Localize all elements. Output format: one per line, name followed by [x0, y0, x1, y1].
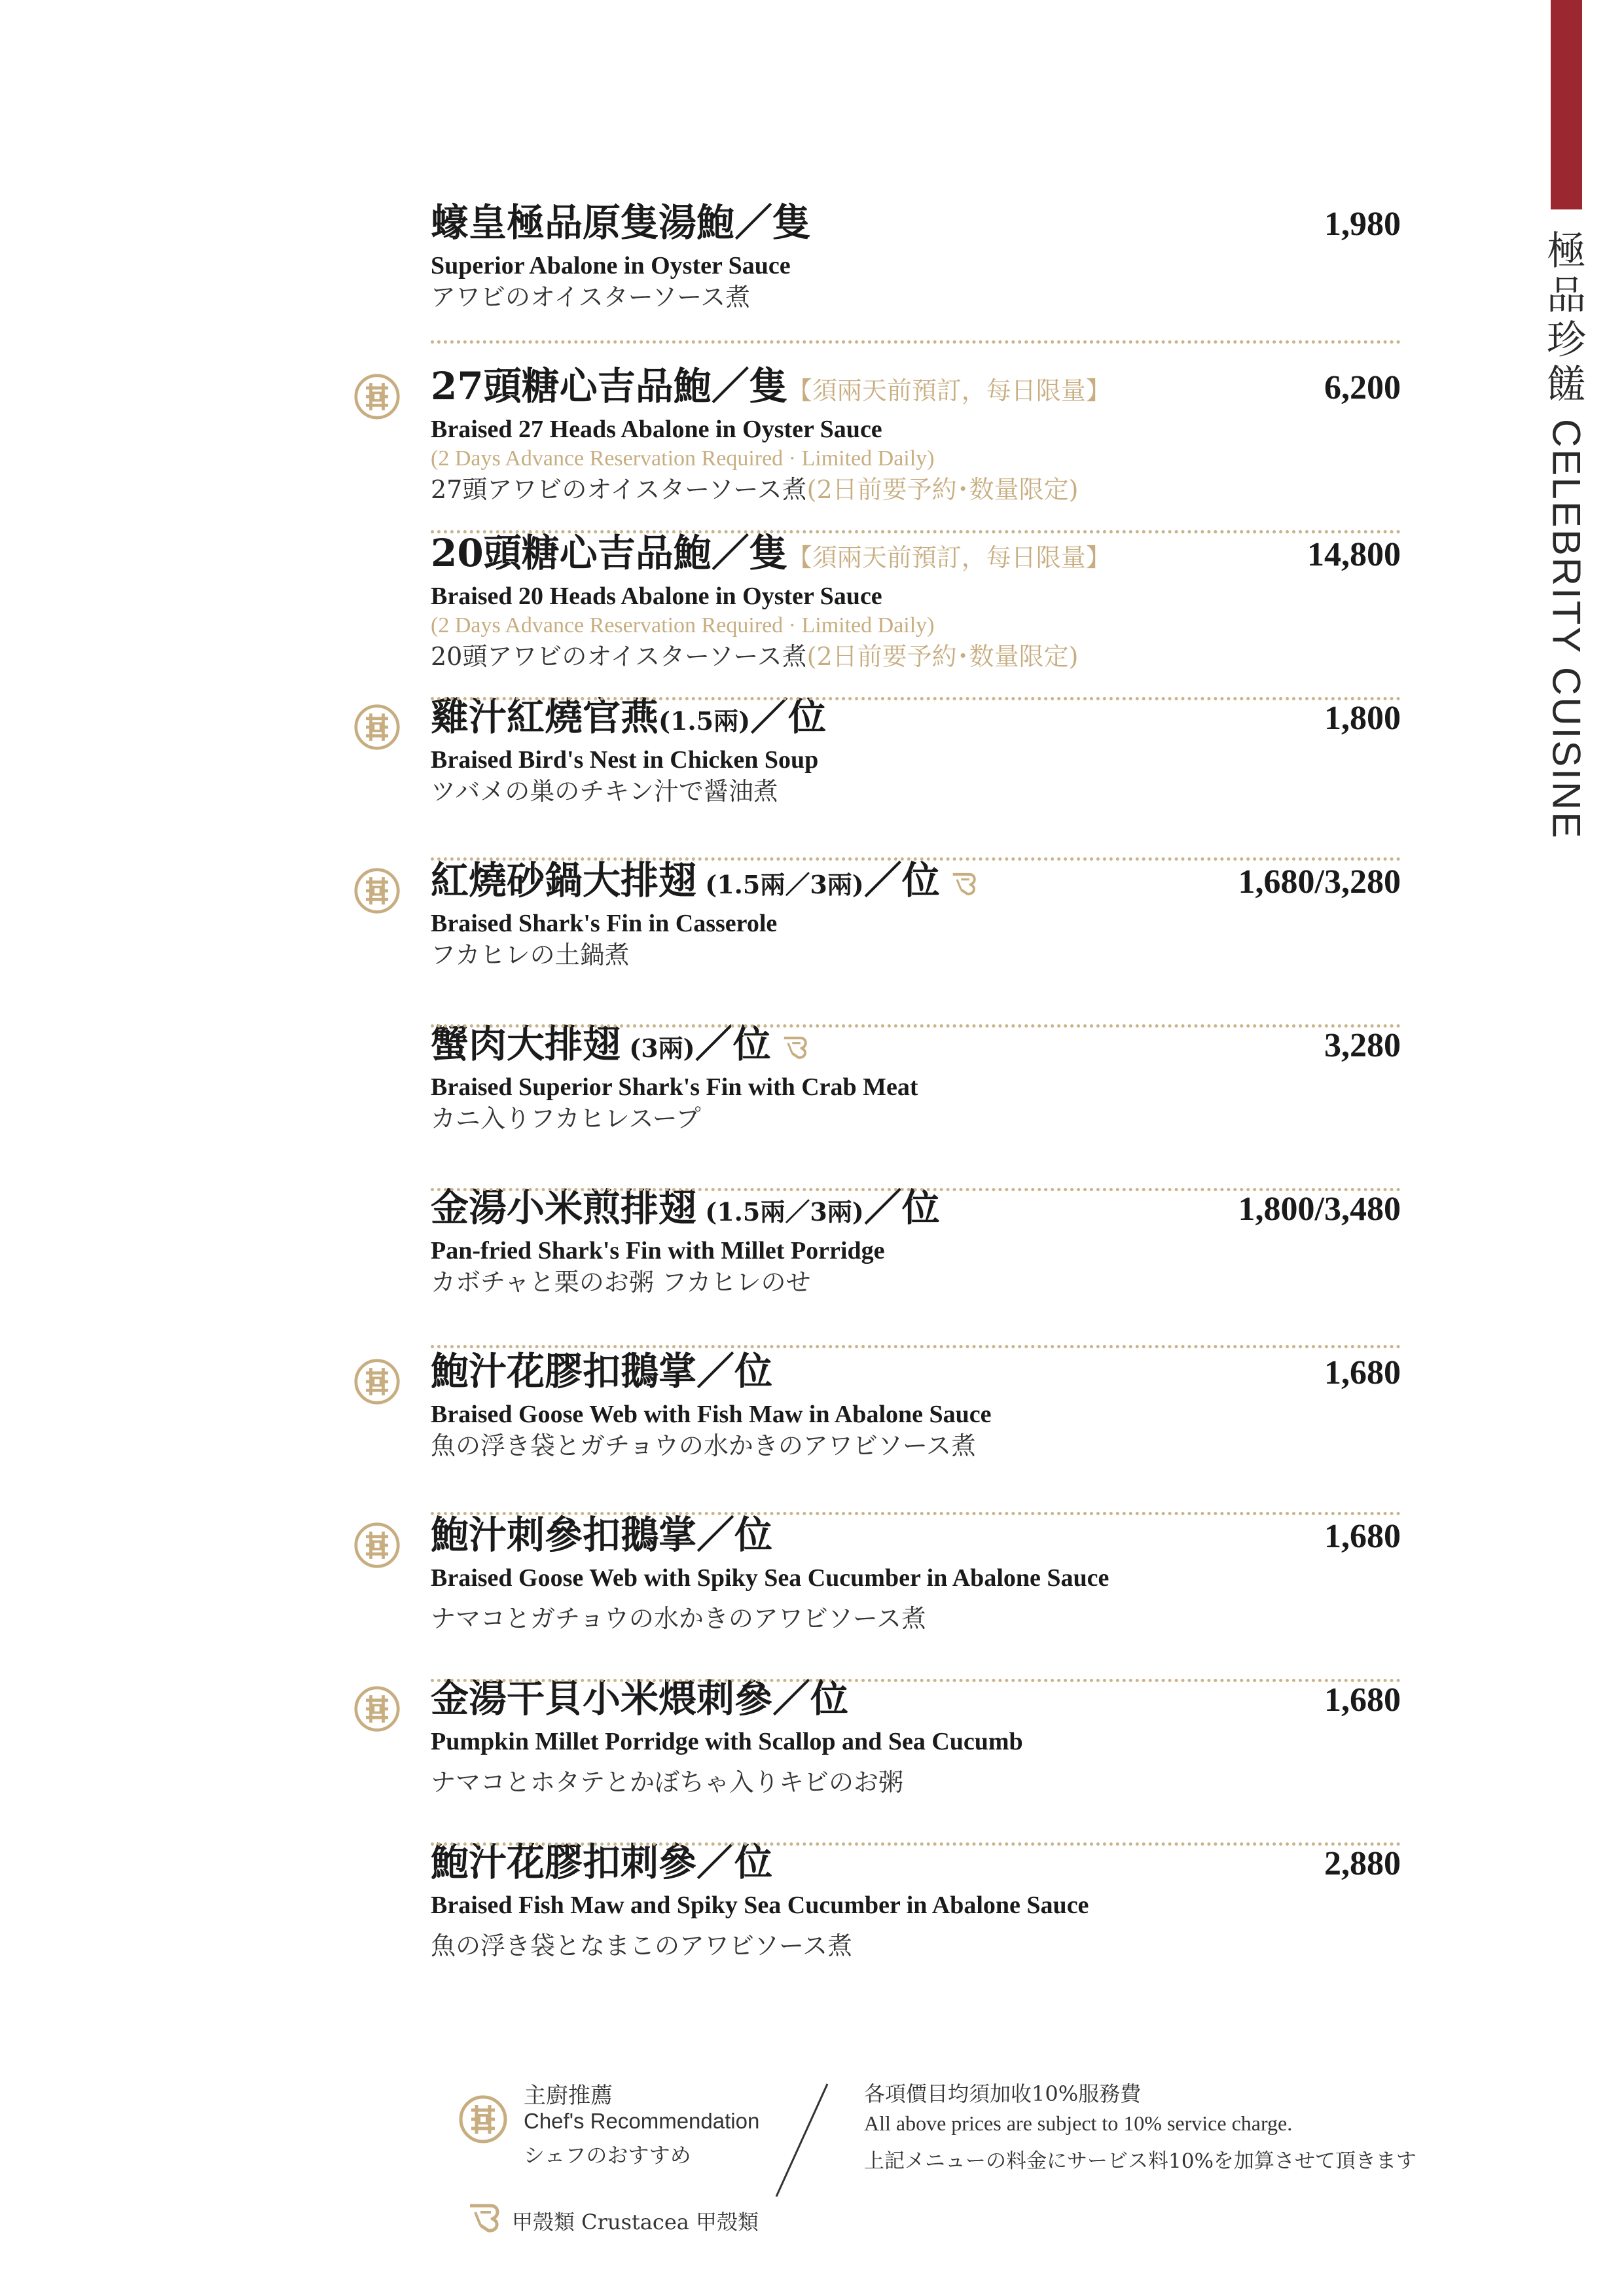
section-title [1532, 229, 1601, 844]
legend-service-en: All above prices are subject to 10% service charge. [864, 2111, 1293, 2135]
legend-separator [772, 2081, 831, 2199]
item-name-ja: 20頭アワビのオイスターソース煮(2日前要予約･数量限定) [431, 642, 1079, 671]
item-divider [431, 340, 1401, 344]
chef-recommendation-icon [458, 2094, 508, 2144]
item-name-en: Braised Shark's Fin in Casserole [431, 910, 778, 937]
item-name-en: Braised 27 Heads Abalone in Oyster Sauce [431, 416, 882, 443]
chef-recommendation-icon [353, 867, 401, 914]
item-name-ja: フカヒレの土鍋煮 [431, 941, 630, 969]
item-portion: (1.5兩／3兩) [696, 870, 864, 899]
item-unit: ／位 [772, 1676, 849, 1721]
item-price: 1,680 [1324, 1518, 1401, 1555]
crustacea-icon [466, 2199, 503, 2236]
item-name-ja: ナマコとガチョウの水かきのアワビソース煮 [431, 1604, 926, 1633]
section-accent-bar [1551, 0, 1582, 209]
chef-recommendation-icon [353, 704, 401, 751]
item-name-ja: ナマコとホタテとかぼちゃ入りキビのお粥 [431, 1768, 904, 1797]
item-advance-note: 【須兩天前預訂，每日限量】 [787, 543, 1111, 572]
item-name-ja: ツバメの巣のチキン汁で醤油煮 [431, 777, 778, 806]
item-unit: ／隻 [711, 364, 787, 408]
legend-chef-ja: シェフのおすすめ [524, 2143, 691, 2168]
item-unit: ／位 [696, 1349, 773, 1393]
crustacea-icon [949, 869, 979, 898]
item-name-zh: 蟹肉大排翅 (3兩)／位 [431, 1018, 810, 1075]
item-name-en: Braised Goose Web with Spiky Sea Cucumber in Abalone Sauce [431, 1564, 1110, 1592]
chef-recommendation-icon [353, 1358, 401, 1405]
item-portion: (3兩) [621, 1033, 695, 1063]
item-name-ja: アワビのオイスターソース煮 [431, 283, 751, 312]
item-divider [431, 1512, 1401, 1515]
legend-crustacea: 甲殼類 Crustacea 甲殻類 [512, 2210, 759, 2234]
item-price: 3,280 [1324, 1027, 1401, 1064]
crustacea-icon [780, 1033, 810, 1062]
item-advance-note: 【須兩天前預訂，每日限量】 [787, 376, 1111, 405]
item-divider [431, 857, 1401, 861]
item-name-zh: 金湯小米煎排翅 (1.5兩／3兩)／位 [431, 1185, 940, 1230]
item-name-zh: 紅燒砂鍋大排翅 (1.5兩／3兩)／位 [431, 854, 979, 911]
item-unit: ／位 [863, 858, 940, 903]
item-note-en: (2 Days Advance Reservation Required · Limited Daily) [431, 613, 935, 637]
item-name-zh: 雞汁紅燒官燕(1.5兩)／位 [431, 694, 827, 739]
item-name-zh: 蠔皇極品原隻湯鮑／隻 [431, 200, 811, 245]
item-name-zh: 金湯干貝小米煨刺參／位 [431, 1676, 849, 1721]
item-portion: (1.5兩／3兩) [696, 1197, 864, 1227]
item-price: 1,800 [1324, 700, 1401, 737]
chef-recommendation-icon [353, 373, 401, 420]
item-name-zh: 鮑汁花膠扣鵝掌／位 [431, 1349, 773, 1393]
item-name-zh: 鮑汁花膠扣刺參／位 [431, 1840, 773, 1884]
item-name-zh: 鮑汁刺參扣鵝掌／位 [431, 1513, 773, 1557]
item-divider [431, 1188, 1401, 1191]
section-title-en: CELEBRITY CUISINE [1544, 419, 1589, 840]
item-divider [431, 1024, 1401, 1028]
legend [458, 2068, 1416, 2258]
item-note-ja: (2日前要予約･数量限定) [806, 642, 1079, 671]
item-divider [431, 1842, 1401, 1846]
chef-recommendation-icon [353, 1685, 401, 1732]
chef-recommendation-icon [353, 1522, 401, 1569]
item-unit: ／位 [696, 1513, 773, 1557]
item-note-en: (2 Days Advance Reservation Required · Limited Daily) [431, 446, 935, 471]
item-price: 6,200 [1324, 369, 1401, 406]
item-name-ja: 魚の浮き袋とガチョウの水かきのアワビソース煮 [431, 1431, 976, 1460]
item-unit: ／隻 [711, 531, 787, 575]
item-unit: ／位 [863, 1185, 940, 1230]
item-divider [431, 1345, 1401, 1348]
item-unit: ／位 [696, 1840, 773, 1884]
item-unit: ／位 [750, 694, 827, 739]
item-name-zh: 27頭糖心吉品鮑／隻【須兩天前預訂，每日限量】 [431, 364, 1111, 408]
item-name-zh: 20頭糖心吉品鮑／隻【須兩天前預訂，每日限量】 [431, 531, 1111, 575]
legend-service-ja: 上記メニューの料金にサービス料10%を加算させて頂きます [864, 2149, 1416, 2173]
item-name-en: Braised Superior Shark's Fin with Crab Meat [431, 1073, 918, 1101]
item-unit: ／位 [695, 1022, 771, 1066]
item-divider [431, 697, 1401, 700]
item-name-ja: カボチャと栗のお粥 フカヒレのせ [431, 1268, 811, 1297]
item-name-en: Pan-fried Shark's Fin with Millet Porridge [431, 1237, 885, 1265]
legend-chef-en: Chef's Recommendation [524, 2109, 760, 2133]
item-name-en: Braised Goose Web with Fish Maw in Abalone Sauce [431, 1401, 992, 1428]
item-name-en: Braised Bird's Nest in Chicken Soup [431, 746, 819, 774]
section-title-zh: 極 品 珍 饈 [1547, 228, 1586, 408]
item-price: 1,800/3,480 [1238, 1191, 1401, 1228]
item-divider [431, 1679, 1401, 1682]
item-name-en: Braised 20 Heads Abalone in Oyster Sauce [431, 583, 882, 610]
item-name-ja: 27頭アワビのオイスターソース煮(2日前要予約･数量限定) [431, 475, 1079, 504]
item-price: 14,800 [1307, 536, 1401, 573]
item-price: 1,680 [1324, 1681, 1401, 1719]
item-price: 1,680 [1324, 1354, 1401, 1391]
item-price: 1,680/3,280 [1238, 863, 1401, 901]
item-divider [431, 530, 1401, 533]
item-name-en: Braised Fish Maw and Spiky Sea Cucumber in Abalone Sauce [431, 1892, 1089, 1919]
item-name-en: Superior Abalone in Oyster Sauce [431, 252, 791, 279]
item-price: 2,880 [1324, 1845, 1401, 1882]
legend-service-zh: 各項價目均須加收10%服務費 [864, 2081, 1142, 2106]
item-name-ja: 魚の浮き袋となまこのアワビソース煮 [431, 1931, 853, 1960]
item-name-en: Pumpkin Millet Porridge with Scallop and Sea Cucumb [431, 1728, 1023, 1755]
legend-chef-zh: 主廚推薦 [524, 2083, 613, 2109]
item-price: 1,980 [1324, 206, 1401, 243]
item-unit: ／隻 [734, 200, 811, 245]
item-portion: (1.5兩) [659, 706, 751, 736]
item-note-ja: (2日前要予約･数量限定) [806, 475, 1079, 504]
item-name-ja: カニ入りフカヒレスープ [431, 1104, 701, 1133]
